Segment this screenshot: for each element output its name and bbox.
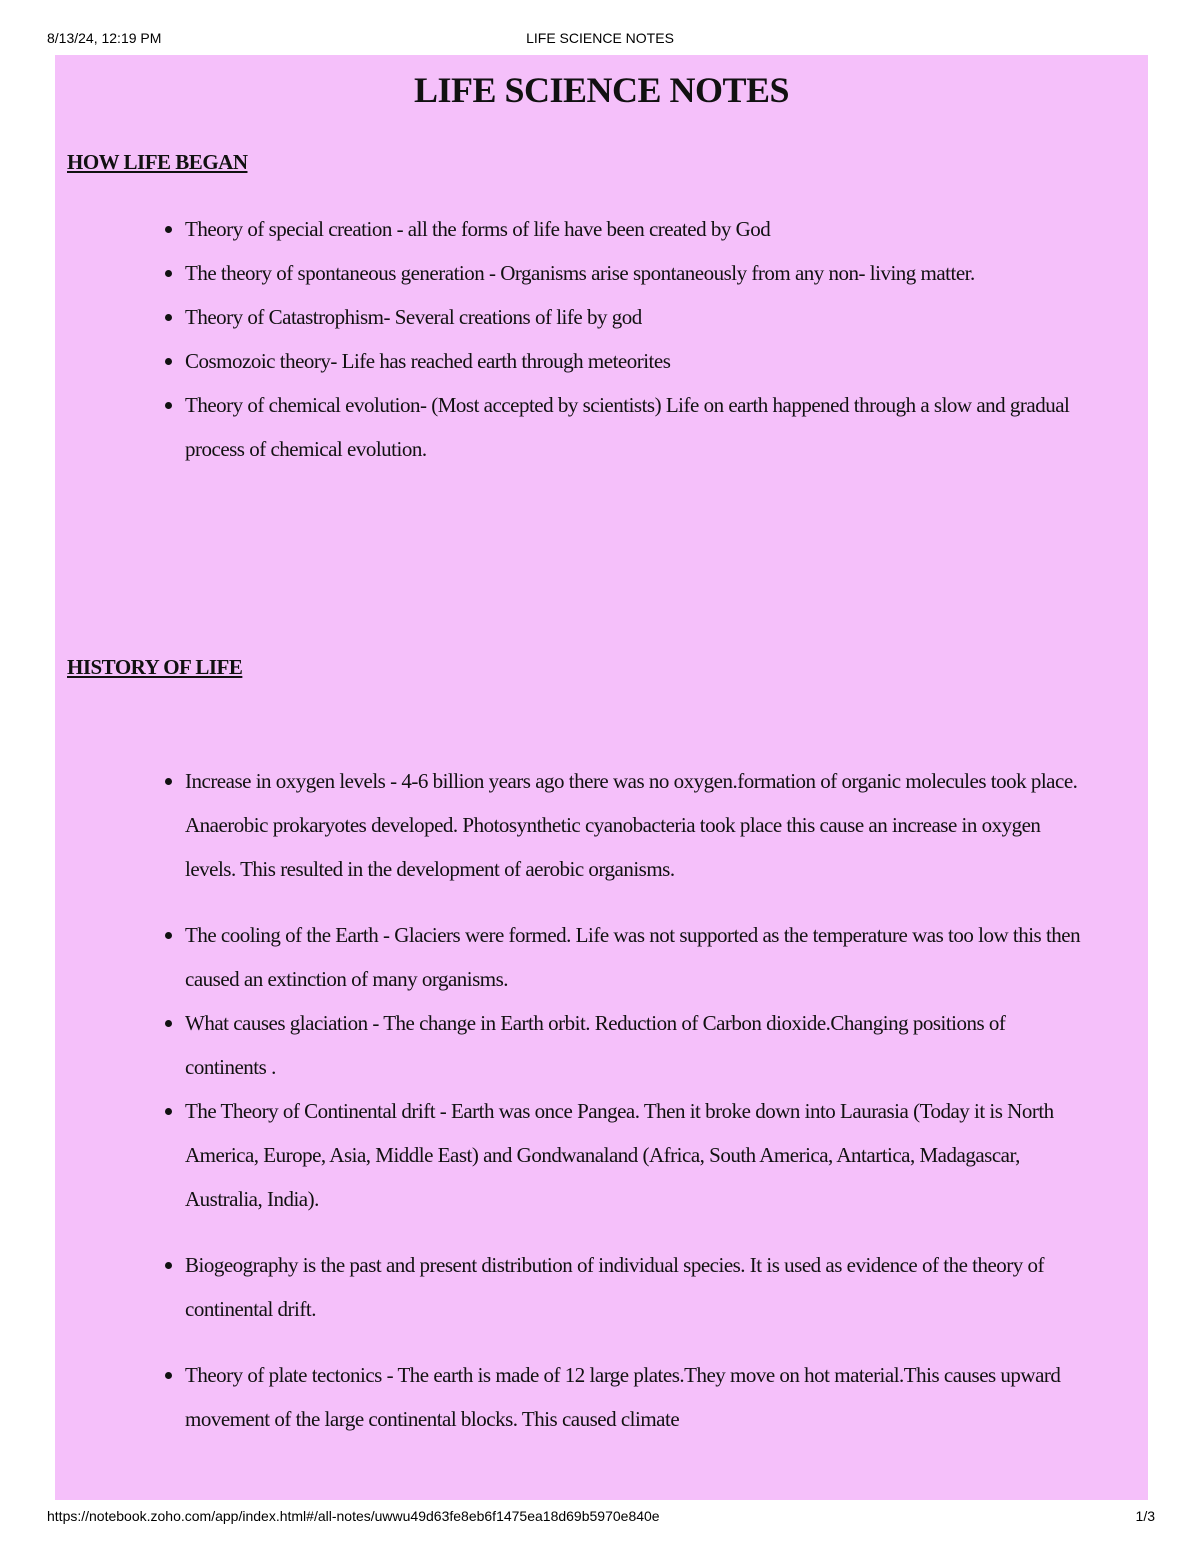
print-footer <box>0 1508 1200 1528</box>
list-item: The theory of spontaneous generation - Organisms arise spontaneously from any non- living matter. <box>185 251 1085 295</box>
print-timestamp: 8/13/24, 12:19 PM <box>47 30 162 46</box>
print-title: LIFE SCIENCE NOTES <box>526 30 674 46</box>
print-url: https://notebook.zoho.com/app/index.html#/all-notes/uwwu49d63fe8eb6f1475ea18d69b5970e840e <box>47 1508 660 1524</box>
list-item: Theory of Catastrophism- Several creations of life by god <box>185 295 1085 339</box>
list-item: Theory of plate tectonics - The earth is made of 12 large plates.They move on hot material.This causes upward movement of the large continental blocks. This caused climate <box>185 1353 1085 1441</box>
list-item: Cosmozoic theory- Life has reached earth through meteorites <box>185 339 1085 383</box>
list-item: Increase in oxygen levels - 4-6 billion years ago there was no oxygen.formation of organic molecules took place. Anaerobic prokaryotes developed. Photosynthetic cyanobacteria took place this cause an increase in oxygen levels. This resulted in the development of aerobic organisms. <box>185 759 1085 891</box>
note-page <box>55 55 1148 1500</box>
section-heading-history-of-life: HISTORY OF LIFE <box>67 655 243 679</box>
how-life-began-list <box>185 207 1085 471</box>
list-item: What causes glaciation - The change in Earth orbit. Reduction of Carbon dioxide.Changing positions of continents . <box>185 1001 1085 1089</box>
history-of-life-list <box>185 759 1085 1441</box>
list-item: Theory of special creation - all the forms of life have been created by God <box>185 207 1085 251</box>
print-header <box>0 30 1200 50</box>
print-page-number: 1/3 <box>1135 1508 1155 1524</box>
list-item: The Theory of Continental drift - Earth was once Pangea. Then it broke down into Laurasia (Today it is North America, Europe, Asia, Middle East) and Gondwanaland (Africa, South America, Antartica, Madagascar, Australia, India). <box>185 1089 1085 1221</box>
list-item: Biogeography is the past and present distribution of individual species. It is used as evidence of the theory of continental drift. <box>185 1243 1085 1331</box>
list-item: Theory of chemical evolution- (Most accepted by scientists) Life on earth happened through a slow and gradual process of chemical evolution. <box>185 383 1085 471</box>
section-heading-how-life-began: HOW LIFE BEGAN <box>67 150 248 174</box>
list-item: The cooling of the Earth - Glaciers were formed. Life was not supported as the temperature was too low this then caused an extinction of many organisms. <box>185 913 1085 1001</box>
note-title: LIFE SCIENCE NOTES <box>413 70 790 110</box>
